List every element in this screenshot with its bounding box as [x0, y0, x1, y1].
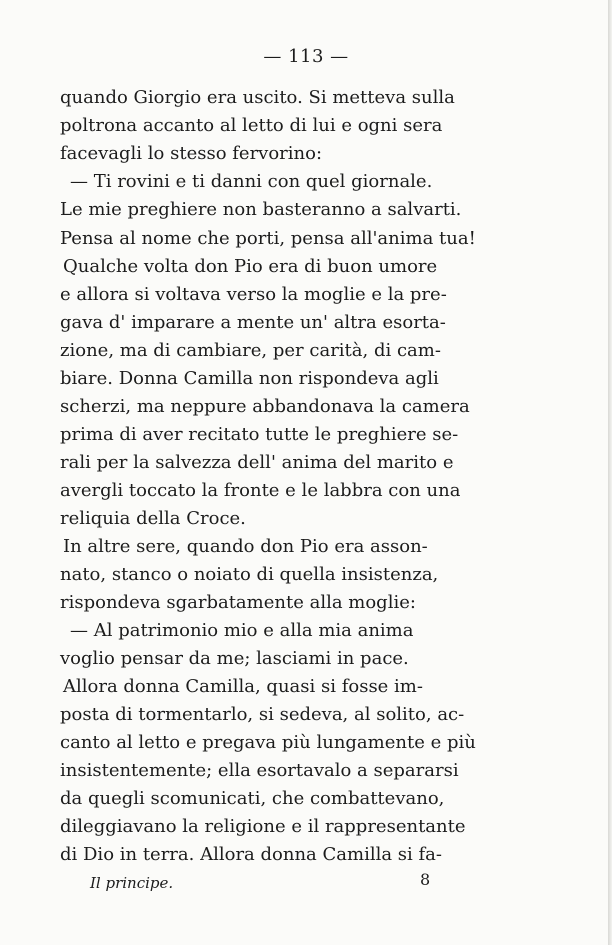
page-edge-shadow — [608, 0, 612, 945]
text-line-14: rali per la salvezza dell' anima del marito e — [60, 452, 454, 473]
text-line-25: insistentemente; ella esortavalo a separarsi — [60, 760, 459, 781]
text-line-18: nato, stanco o noiato di quella insistenza, — [60, 564, 439, 585]
text-line-20: — Al patrimonio mio e alla mia anima — [70, 620, 414, 641]
text-line-1: quando Giorgio era uscito. Si metteva sulla — [60, 87, 455, 108]
text-line-23: posta di tormentarlo, si sedeva, al solito, ac- — [60, 704, 465, 725]
text-line-22: Allora donna Camilla, quasi si fosse im- — [63, 676, 423, 697]
signature-mark: 8 — [420, 870, 431, 889]
text-line-13: prima di aver recitato tutte le preghiere se- — [60, 424, 459, 445]
text-line-24: canto al letto e pregava più lungamente e più — [60, 732, 476, 753]
book-title-footer: Il principe. — [90, 874, 174, 892]
text-line-16: reliquia della Croce. — [60, 508, 246, 529]
text-line-19: rispondeva sgarbatamente alla moglie: — [60, 592, 416, 613]
text-line-9: gava d' imparare a mente un' altra esorta- — [60, 312, 446, 333]
text-line-5: Le mie preghiere non basteranno a salvarti. — [60, 199, 462, 220]
text-line-15: avergli toccato la fronte e le labbra con una — [60, 480, 461, 501]
text-line-10: zione, ma di cambiare, per carità, di cam- — [60, 340, 441, 361]
page-number: — 113 — — [263, 46, 349, 67]
text-line-11: biare. Donna Camilla non rispondeva agli — [60, 368, 439, 389]
text-line-27: dileggiavano la religione e il rappresentante — [60, 816, 466, 837]
text-line-8: e allora si voltava verso la moglie e la pre- — [60, 284, 447, 305]
text-line-3: facevagli lo stesso fervorino: — [60, 143, 323, 164]
text-line-6: Pensa al nome che porti, pensa all'anima tua! — [60, 228, 476, 249]
text-line-26: da quegli scomunicati, che combattevano, — [60, 788, 445, 809]
text-line-17: In altre sere, quando don Pio era asson- — [63, 536, 428, 557]
text-line-12: scherzi, ma neppure abbandonava la camera — [60, 396, 470, 417]
text-line-4: — Ti rovini e ti danni con quel giornale. — [70, 171, 433, 192]
text-line-2: poltrona accanto al letto di lui e ogni sera — [60, 115, 443, 136]
text-line-28: di Dio in terra. Allora donna Camilla si fa- — [60, 844, 442, 865]
text-line-7: Qualche volta don Pio era di buon umore — [63, 256, 438, 277]
text-line-21: voglio pensar da me; lasciami in pace. — [60, 648, 409, 669]
